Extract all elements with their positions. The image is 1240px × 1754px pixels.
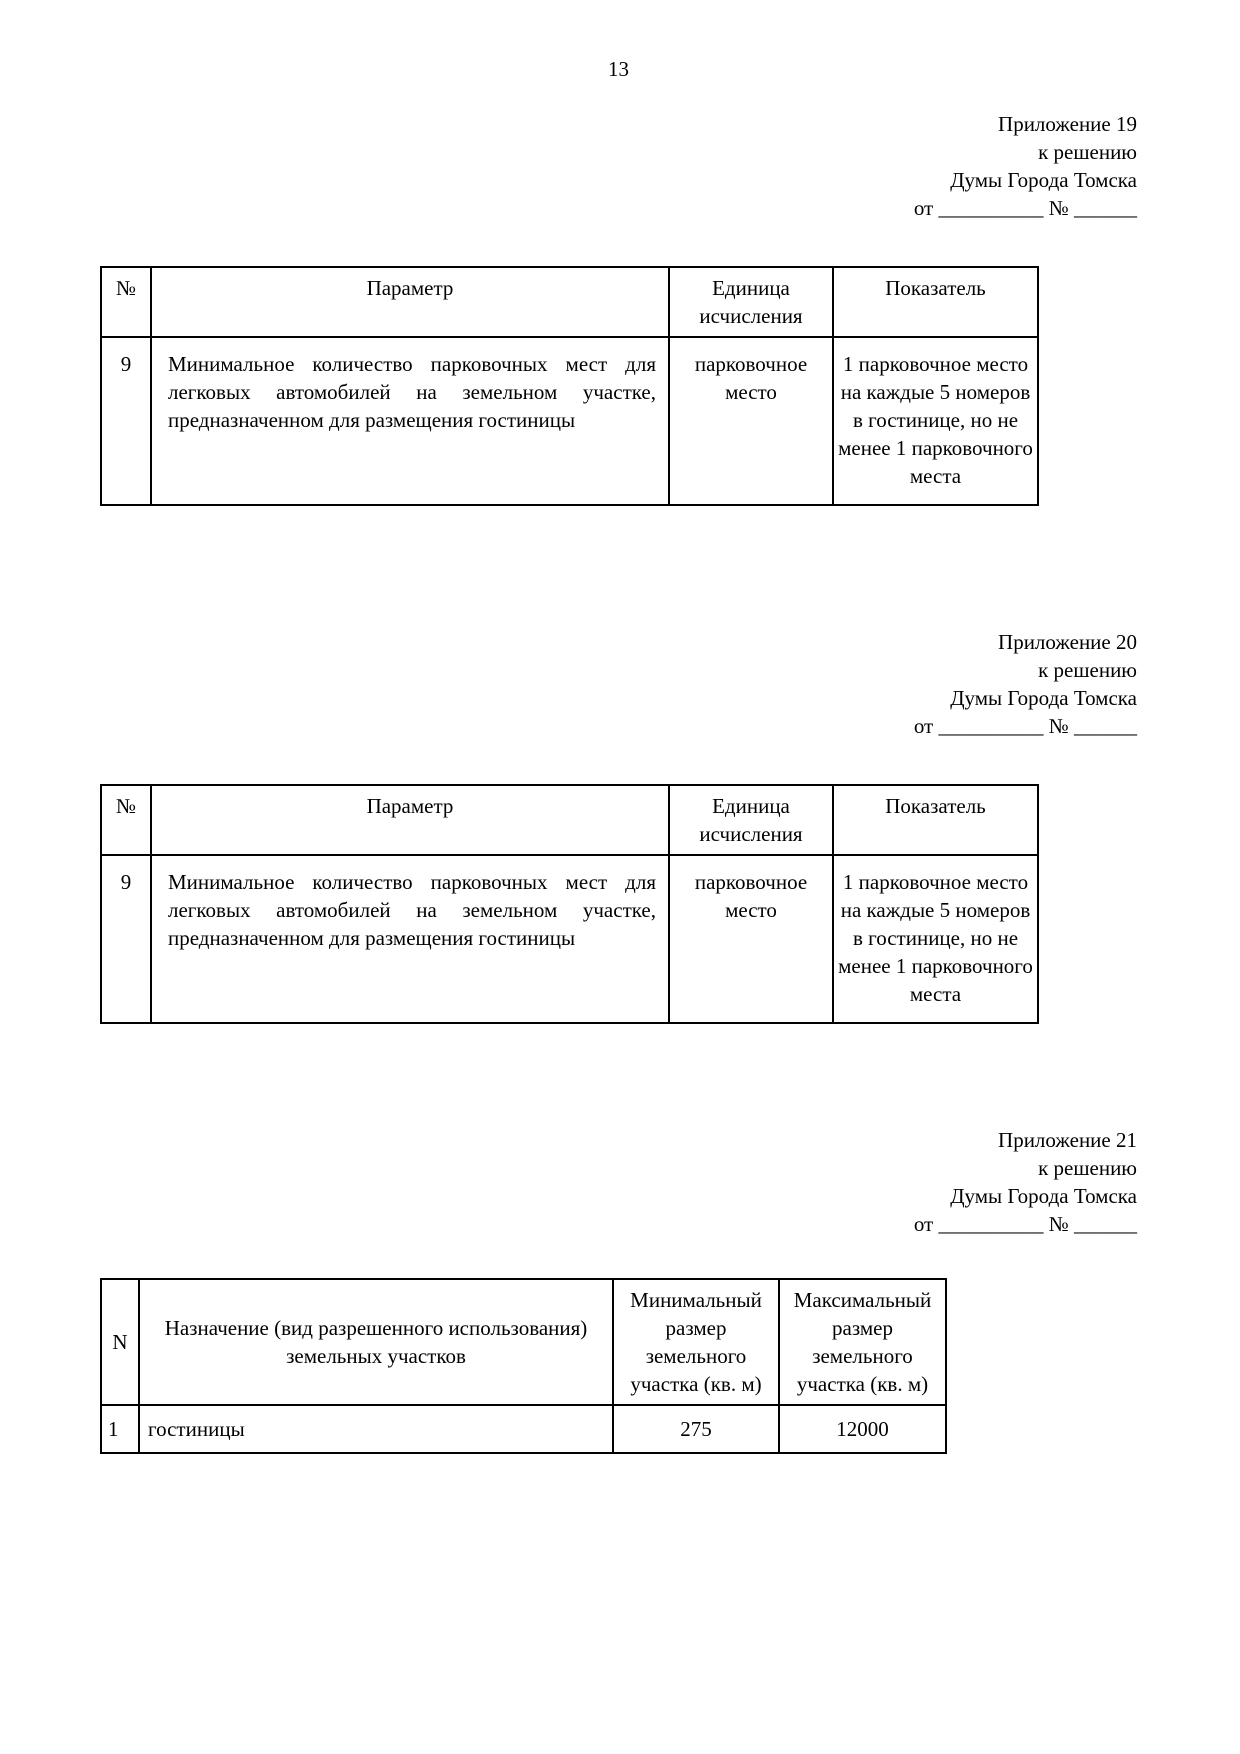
cell-indicator: 1 парковочное место на каждые 5 номеров в гостинице, но не менее 1 парковочного места <box>833 337 1038 505</box>
appendix-date-number-line: от __________ № ______ <box>913 713 1137 738</box>
col-header-unit: Единица исчисления <box>669 267 833 337</box>
appendix-requisites-line: к решению <box>1038 139 1137 164</box>
col-header-indicator: Показатель <box>833 785 1038 855</box>
cell-unit: парковочное место <box>669 855 833 1023</box>
col-header-unit: Единица исчисления <box>669 785 833 855</box>
appendix-requisites-line: Думы Города Томска <box>950 167 1137 192</box>
cell-row-number: 9 <box>101 337 151 505</box>
appendix-title: Приложение 20 <box>998 629 1137 654</box>
appendix-title: Приложение 21 <box>998 1127 1137 1152</box>
col-header-min-size: Минимальный размер земельного участка (кв. м) <box>613 1279 779 1405</box>
appendix-requisites-line: Думы Города Томска <box>950 1183 1137 1208</box>
col-header-parameter: Параметр <box>151 785 669 855</box>
land-plot-size-table <box>100 1278 947 1454</box>
table-row <box>101 337 1038 505</box>
appendix-title: Приложение 19 <box>998 111 1137 136</box>
appendix-21-section <box>100 1126 1137 1454</box>
col-header-no: № <box>101 267 151 337</box>
cell-purpose: гостиницы <box>139 1405 613 1453</box>
appendix-date-number-line: от __________ № ______ <box>913 195 1137 220</box>
table-row <box>101 1405 946 1453</box>
table-row <box>101 855 1038 1023</box>
appendix-19-section <box>100 110 1137 506</box>
cell-parameter: Минимальное количество парковочных мест для легковых автомобилей на земельном участке, предназначенном для размещения гостиницы <box>151 337 669 505</box>
appendix-date-number-line: от __________ № ______ <box>913 1211 1137 1236</box>
appendix-requisites-line: Думы Города Томска <box>950 685 1137 710</box>
table-header-row <box>101 267 1038 337</box>
col-header-no: № <box>101 785 151 855</box>
table-header-row <box>101 785 1038 855</box>
cell-parameter: Минимальное количество парковочных мест для легковых автомобилей на земельном участке, предназначенном для размещения гостиницы <box>151 855 669 1023</box>
appendix-requisites-line: к решению <box>1038 1155 1137 1180</box>
appendix-20-header <box>100 628 1137 740</box>
col-header-purpose: Назначение (вид разрешенного использования) земельных участков <box>139 1279 613 1405</box>
col-header-parameter: Параметр <box>151 267 669 337</box>
col-header-max-size: Максимальный размер земельного участка (кв. м) <box>779 1279 946 1405</box>
cell-row-number: 1 <box>101 1405 139 1453</box>
appendix-20-section <box>100 628 1137 1024</box>
appendix-19-header <box>100 110 1137 222</box>
col-header-n: N <box>101 1279 139 1405</box>
parameters-table-20 <box>100 784 1039 1024</box>
parameters-table-19 <box>100 266 1039 506</box>
cell-row-number: 9 <box>101 855 151 1023</box>
table-header-row <box>101 1279 946 1405</box>
appendix-21-header <box>100 1126 1137 1238</box>
col-header-indicator: Показатель <box>833 267 1038 337</box>
cell-max-size: 12000 <box>779 1405 946 1453</box>
cell-unit: парковочное место <box>669 337 833 505</box>
appendix-requisites-line: к решению <box>1038 657 1137 682</box>
cell-min-size: 275 <box>613 1405 779 1453</box>
cell-indicator: 1 парковочное место на каждые 5 номеров в гостинице, но не менее 1 парковочного места <box>833 855 1038 1023</box>
page-number: 13 <box>608 57 629 81</box>
